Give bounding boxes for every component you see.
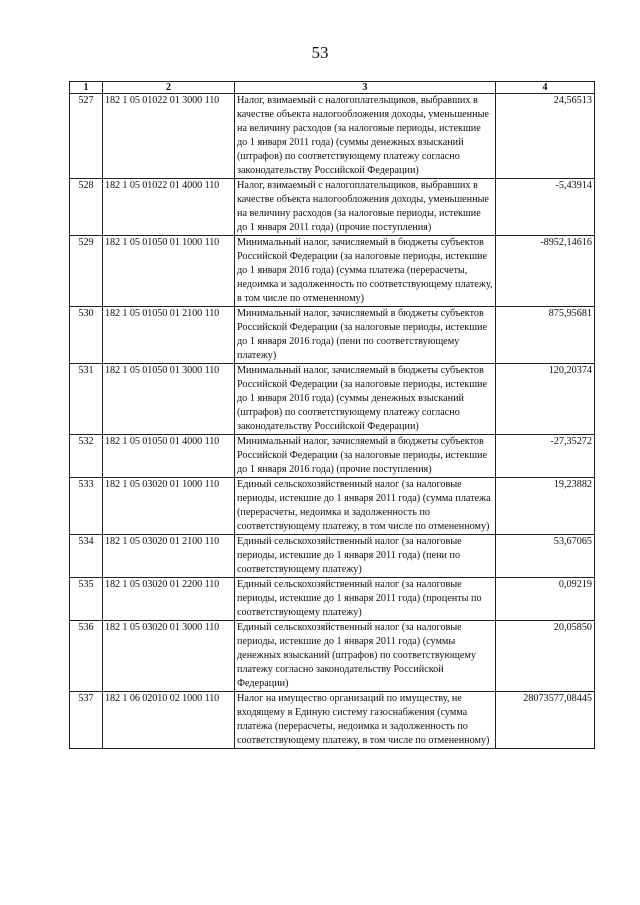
budget-code: 182 1 05 01050 01 1000 110	[103, 236, 235, 307]
row-number: 529	[70, 236, 103, 307]
amount: 875,95681	[496, 307, 595, 364]
row-number: 533	[70, 478, 103, 535]
amount: -8952,14616	[496, 236, 595, 307]
description: Минимальный налог, зачисляемый в бюджеты субъектов Российской Федерации (за налоговые периоды, истекшие до 1 января 2016 года) (сумма платежа (перерасчеты, недоимка и задолженность по соответствующему платежу, в том числе по отмененному)	[235, 236, 496, 307]
description: Налог на имущество организаций по имуществу, не входящему в Единую систему газоснабжения (сумма платежа (перерасчеты, недоимка и задолженность по соответствующему платежу, в том числе по отмененному)	[235, 692, 496, 749]
description: Минимальный налог, зачисляемый в бюджеты субъектов Российской Федерации (за налоговые периоды, истекшие до 1 января 2016 года) (суммы денежных взысканий (штрафов) по соответствующему платежу согласно законодательству Российской Федерации)	[235, 364, 496, 435]
row-number: 532	[70, 435, 103, 478]
budget-table	[69, 81, 595, 749]
budget-code: 182 1 05 01050 01 4000 110	[103, 435, 235, 478]
budget-code: 182 1 05 03020 01 2200 110	[103, 578, 235, 621]
table-row	[70, 236, 595, 307]
description: Минимальный налог, зачисляемый в бюджеты субъектов Российской Федерации (за налоговые периоды, истекшие до 1 января 2016 года) (пени по соответствующему платежу)	[235, 307, 496, 364]
table-row	[70, 307, 595, 364]
budget-code: 182 1 05 03020 01 2100 110	[103, 535, 235, 578]
description: Единый сельскохозяйственный налог (за налоговые периоды, истекшие до 1 января 2011 года) (пени по соответствующему платежу)	[235, 535, 496, 578]
row-number: 534	[70, 535, 103, 578]
description: Минимальный налог, зачисляемый в бюджеты субъектов Российской Федерации (за налоговые периоды, истекшие до 1 января 2016 года) (прочие поступления)	[235, 435, 496, 478]
table-row	[70, 94, 595, 179]
header-cell-2: 2	[103, 82, 235, 94]
budget-code: 182 1 05 01022 01 3000 110	[103, 94, 235, 179]
header-cell-3: 3	[235, 82, 496, 94]
description: Единый сельскохозяйственный налог (за налоговые периоды, истекшие до 1 января 2011 года) (сумма платежа (перерасчеты, недоимка и задолженность по соответствующему платежу, в том числе по отмененному)	[235, 478, 496, 535]
amount: 120,20374	[496, 364, 595, 435]
amount: 0,09219	[496, 578, 595, 621]
row-number: 531	[70, 364, 103, 435]
amount: -5,43914	[496, 179, 595, 236]
budget-code: 182 1 05 03020 01 1000 110	[103, 478, 235, 535]
budget-code: 182 1 05 01022 01 4000 110	[103, 179, 235, 236]
amount: 28073577,08445	[496, 692, 595, 749]
budget-code: 182 1 05 01050 01 3000 110	[103, 364, 235, 435]
table-header-row	[70, 82, 595, 94]
table-row	[70, 435, 595, 478]
budget-code: 182 1 05 01050 01 2100 110	[103, 307, 235, 364]
table-row	[70, 179, 595, 236]
table-row	[70, 364, 595, 435]
table-row	[70, 621, 595, 692]
amount: 53,67065	[496, 535, 595, 578]
row-number: 528	[70, 179, 103, 236]
table-row	[70, 578, 595, 621]
header-cell-1: 1	[70, 82, 103, 94]
description: Налог, взимаемый с налогоплательщиков, выбравших в качестве объекта налогообложения доходы, уменьшенные на величину расходов (за налоговые периоды, истекшие до 1 января 2011 года) (суммы денежных взысканий (штрафов) по соответствующему платежу согласно законодательству Российской Федерации)	[235, 94, 496, 179]
amount: -27,35272	[496, 435, 595, 478]
row-number: 527	[70, 94, 103, 179]
amount: 19,23882	[496, 478, 595, 535]
table-row	[70, 478, 595, 535]
table-row	[70, 535, 595, 578]
description: Единый сельскохозяйственный налог (за налоговые периоды, истекшие до 1 января 2011 года) (суммы денежных взысканий (штрафов) по соответствующему платежу согласно законодательству Российской Федерации)	[235, 621, 496, 692]
budget-code: 182 1 05 03020 01 3000 110	[103, 621, 235, 692]
budget-code: 182 1 06 02010 02 1000 110	[103, 692, 235, 749]
description: Единый сельскохозяйственный налог (за налоговые периоды, истекшие до 1 января 2011 года) (проценты по соответствующему платежу)	[235, 578, 496, 621]
header-cell-4: 4	[496, 82, 595, 94]
row-number: 536	[70, 621, 103, 692]
row-number: 530	[70, 307, 103, 364]
row-number: 537	[70, 692, 103, 749]
description: Налог, взимаемый с налогоплательщиков, выбравших в качестве объекта налогообложения доходы, уменьшенные на величину расходов (за налоговые периоды, истекшие до 1 января 2011 года) (прочие поступления)	[235, 179, 496, 236]
amount: 20,05850	[496, 621, 595, 692]
row-number: 535	[70, 578, 103, 621]
table-row	[70, 692, 595, 749]
page-number: 53	[311, 43, 329, 62]
amount: 24,56513	[496, 94, 595, 179]
